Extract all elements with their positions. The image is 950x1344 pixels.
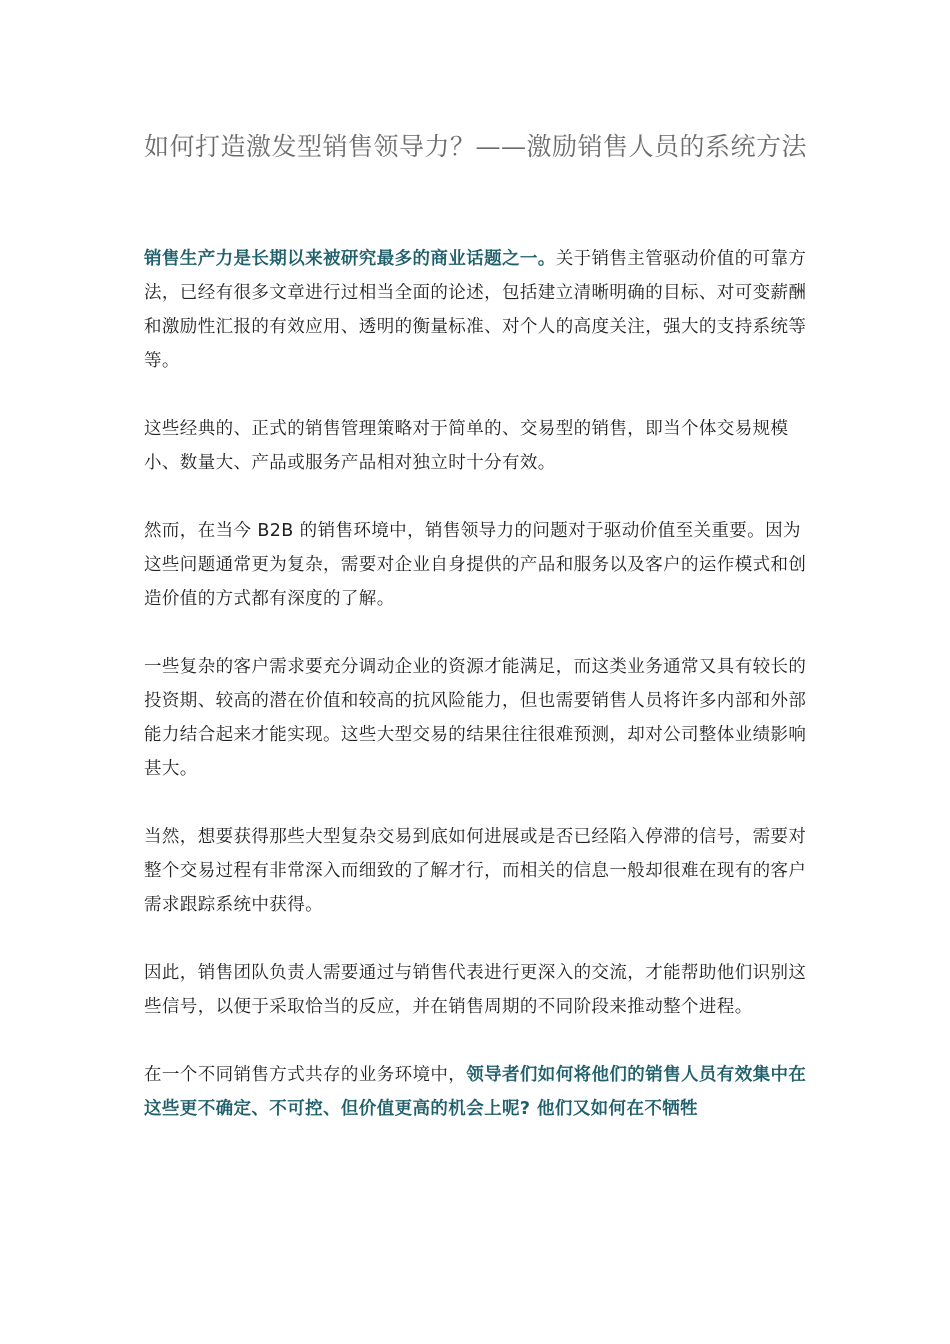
paragraph-text: 一些复杂的客户需求要充分调动企业的资源才能满足，而这类业务通常又具有较长的投资期、较高的潜在价值和较高的抗风险能力，但也需要销售人员将许多内部和外部能力结合起来才能实现。这些大型交易的结果往往很难预测，却对公司整体业绩影响甚大。	[144, 657, 807, 779]
paragraph-1	[144, 242, 814, 378]
highlight-tail: 领导者们如何将他们的销售人员有效集中在这些更不确定、不可控、但价值更高的机会上呢? 他们又如何在不牺牲	[144, 1065, 807, 1119]
paragraph-3	[144, 514, 814, 616]
paragraph-7	[144, 1058, 814, 1126]
article-title: 如何打造激发型销售领导力？——激励销售人员的系统方法	[144, 132, 808, 161]
paragraph-5	[144, 820, 814, 922]
paragraph-text: 当然，想要获得那些大型复杂交易到底如何进展或是否已经陷入停滞的信号，需要对整个交易过程有非常深入而细致的了解才行，而相关的信息一般却很难在现有的客户需求跟踪系统中获得。	[144, 827, 807, 915]
paragraph-text: 关于销售主管驱动价值的可靠方法，已经有很多文章进行过相当全面的论述，包括建立清晰明确的目标、对可变薪酬和激励性汇报的有效应用、透明的衡量标准、对个人的高度关注，强大的支持系统等等。	[144, 249, 807, 371]
paragraph-text: 因此，销售团队负责人需要通过与销售代表进行更深入的交流，才能帮助他们识别这些信号，以便于采取恰当的反应，并在销售周期的不同阶段来推动整个进程。	[144, 963, 807, 1017]
paragraph-2	[144, 412, 814, 480]
paragraph-6	[144, 956, 814, 1024]
article	[144, 130, 814, 1160]
paragraph-text: 这些经典的、正式的销售管理策略对于简单的、交易型的销售，即当个体交易规模小、数量大、产品或服务产品相对独立时十分有效。	[144, 419, 789, 473]
paragraph-4	[144, 650, 814, 786]
highlight-lead: 销售生产力是长期以来被研究最多的商业话题之一。	[144, 249, 556, 269]
paragraph-text: 然而，在当今 B2B 的销售环境中，销售领导力的问题对于驱动价值至关重要。因为这些问题通常更为复杂，需要对企业自身提供的产品和服务以及客户的运作模式和创造价值的方式都有深度的了解。	[144, 521, 807, 609]
paragraph-text: 在一个不同销售方式共存的业务环境中，	[144, 1065, 467, 1085]
article-body	[144, 242, 814, 1126]
